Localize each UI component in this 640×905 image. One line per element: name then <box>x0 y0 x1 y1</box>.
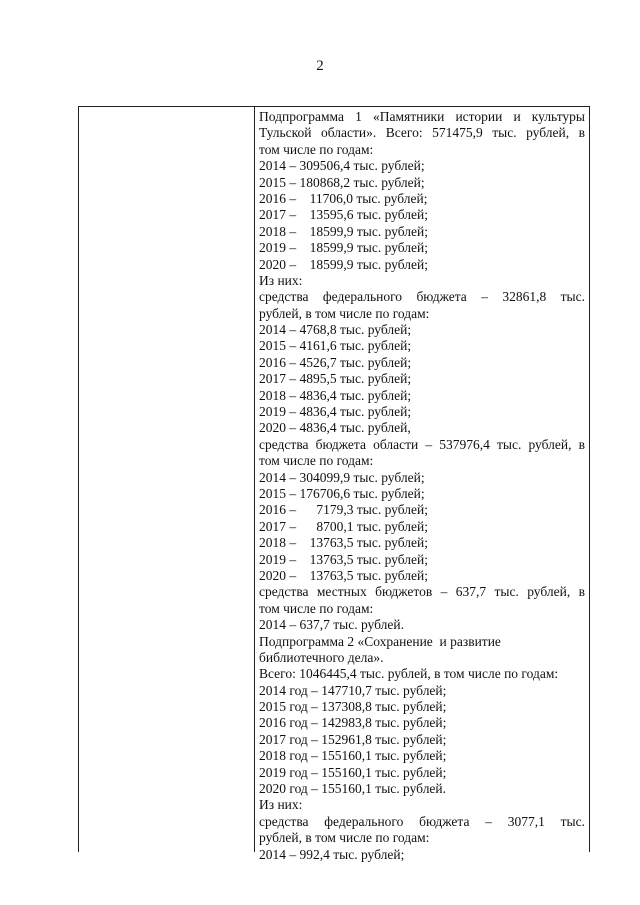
table-left-cell <box>79 107 255 852</box>
text-line: 2017 – 8700,1 тыс. рублей; <box>259 518 428 534</box>
text-line: 2014 – 992,4 тыс. рублей; <box>259 846 405 862</box>
text-line: рублей, в том числе по годам: <box>259 305 430 321</box>
text-line: 2016 – 11706,0 тыс. рублей; <box>259 190 428 206</box>
text-line: 2019 – 13763,5 тыс. рублей; <box>259 551 428 567</box>
text-line: 2019 – 4836,4 тыс. рублей; <box>259 404 412 420</box>
text-line: том числе по годам: <box>259 141 374 157</box>
text-line: 2015 – 176706,6 тыс. рублей; <box>259 485 425 501</box>
text-line: 2014 – 4768,8 тыс. рублей; <box>259 322 412 338</box>
text-line: 2020 – 13763,5 тыс. рублей; <box>259 567 428 583</box>
text-line: Из них: <box>259 797 303 813</box>
text-line: Из них: <box>259 272 303 288</box>
page-number: 2 <box>316 58 324 74</box>
text-line: библиотечного дела». <box>259 649 384 665</box>
text-line: 2018 – 18599,9 тыс. рублей; <box>259 223 428 239</box>
text-line: 2019 год – 155160,1 тыс. рублей; <box>259 764 447 780</box>
text-line: 2015 год – 137308,8 тыс. рублей; <box>259 699 447 715</box>
text-line: 2014 – 304099,9 тыс. рублей; <box>259 469 425 485</box>
text-line: Подпрограмма 2 «Сохранение и развитие <box>259 633 501 649</box>
text-line: 2018 – 13763,5 тыс. рублей; <box>259 535 428 551</box>
text-line: 2017 – 13595,6 тыс. рублей; <box>259 207 428 223</box>
text-line: 2014 – 309506,4 тыс. рублей; <box>259 158 425 174</box>
text-line: 2020 год – 155160,1 тыс. рублей. <box>259 781 447 797</box>
table-right-cell <box>255 107 589 862</box>
text-line: рублей, в том числе по годам: <box>259 830 430 846</box>
text-line: 2020 – 4836,4 тыс. рублей, <box>259 420 411 436</box>
text-line: 2016 – 7179,3 тыс. рублей; <box>259 502 428 518</box>
text-line: 2014 – 637,7 тыс. рублей. <box>259 617 404 633</box>
text-line: Подпрограмма 1 «Памятники истории и культуры <box>259 109 585 124</box>
text-line: средства федерального бюджета – 32861,8 тыс. <box>259 289 585 305</box>
text-line: 2018 год – 155160,1 тыс. рублей; <box>259 748 447 764</box>
text-line: средства местных бюджетов – 637,7 тыс. рублей, в <box>259 584 585 600</box>
text-line: том числе по годам: <box>259 453 374 469</box>
text-line: средства федерального бюджета – 3077,1 тыс. <box>259 813 585 829</box>
text-line: 2016 – 4526,7 тыс. рублей; <box>259 354 412 370</box>
text-line: 2017 год – 152961,8 тыс. рублей; <box>259 731 447 747</box>
text-line: 2019 – 18599,9 тыс. рублей; <box>259 240 428 256</box>
text-line: 2018 – 4836,4 тыс. рублей; <box>259 387 412 403</box>
text-line: 2017 – 4895,5 тыс. рублей; <box>259 371 412 387</box>
text-line: том числе по годам: <box>259 600 374 616</box>
text-line: 2015 – 4161,6 тыс. рублей; <box>259 338 412 354</box>
text-line: Всего: 1046445,4 тыс. рублей, в том числе по годам: <box>259 666 559 682</box>
text-line: средства бюджета области – 537976,4 тыс. рублей, в <box>259 436 585 452</box>
text-line: 2015 – 180868,2 тыс. рублей; <box>259 174 425 190</box>
text-line: Тульской области». Всего: 571475,9 тыс. рублей, в <box>259 125 585 141</box>
program-table <box>78 106 590 862</box>
text-line: 2016 год – 142983,8 тыс. рублей; <box>259 715 447 731</box>
text-line: 2020 – 18599,9 тыс. рублей; <box>259 256 428 272</box>
text-line: 2014 год – 147710,7 тыс. рублей; <box>259 682 447 698</box>
